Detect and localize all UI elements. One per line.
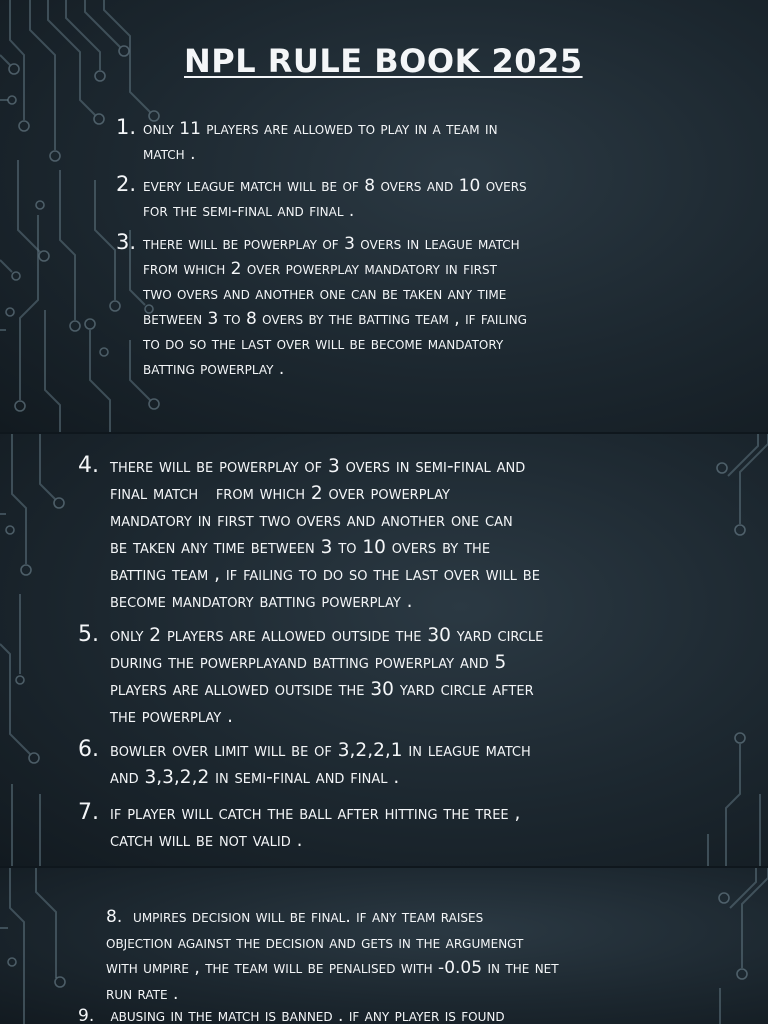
rule-6 [78,737,710,791]
rule-line: and 3,3,2,2 in semi-final and final . [110,767,400,788]
rule-line: final match from which 2 over powerplay [110,483,450,504]
rule-4 [78,453,710,615]
rule-3 [116,232,683,382]
rule-1 [116,117,683,167]
rule-line: players are allowed outside the 30 yard circle after [110,679,534,700]
rule-number: 9. [78,1006,95,1024]
rule-line: for the semi-final and final . [143,201,355,221]
rule-line: catch will be not valid . [110,830,303,851]
rule-line: batting powerplay . [143,359,285,379]
rule-line: there will be powerplay of 3 overs in league match [143,234,520,254]
rule-number: 6. [78,737,99,762]
slide-2 [0,434,768,866]
rule-line: the powerplay . [110,706,233,727]
rule-line: mandatory in first two overs and another one can [110,510,513,531]
rule-line: objection against the decision and gets in the argumengt [106,932,524,953]
slide-3 [0,868,768,1024]
rule-number: 4. [78,453,99,478]
rule-number: 7. [78,800,99,825]
rule-line: umpires decision will be final. if any team raises [133,907,484,927]
rule-line: only 11 players are allowed to play in a team in [143,119,498,139]
rule-number: 5. [78,622,99,647]
rule-line: to do so the last over will be become mandatory [143,334,504,354]
rule-line: bowler over limit will be of 3,2,2,1 in league match [110,740,531,761]
slide-1 [0,0,768,432]
page-title: NPL RULE BOOK 2025 [184,42,583,80]
rule-line: there will be powerplay of 3 overs in semi-final and [110,456,526,477]
rule-5 [78,622,710,730]
rule-line: during the powerplayand batting powerplay and 5 [110,652,507,673]
rule-7 [78,800,710,854]
rule-2 [116,174,683,224]
rule-line: batting team , if failing to do so the last over will be [110,564,540,585]
rule-line: run rate . [106,983,179,1004]
rule-line: between 3 to 8 overs by the batting team , if failing [143,309,527,329]
rule-line: abusing in the match is banned . if any player is found [110,1006,505,1024]
rule-8 [106,905,559,1007]
rule-line: only 2 players are allowed outside the 30 yard circle [110,625,544,646]
rule-number: 1. [116,115,137,139]
rule-line: be taken any time between 3 to 10 overs by the [110,537,491,558]
rule-number: 3. [116,230,137,254]
rule-line: become mandatory batting powerplay . [110,591,413,612]
rule-line: two overs and another one can be taken any time [143,284,507,304]
rule-number: 8. [106,907,123,927]
rule-9 [78,1004,505,1024]
rule-line: every league match will be of 8 overs and 10 overs [143,176,527,196]
rule-line: with umpire , the team will be penalised with -0.05 in the net [106,958,559,978]
rule-line: match . [143,144,196,164]
rule-line: if player will catch the ball after hitting the tree , [110,803,521,824]
rule-number: 2. [116,172,137,196]
rule-line: from which 2 over powerplay mandatory in first [143,259,497,279]
